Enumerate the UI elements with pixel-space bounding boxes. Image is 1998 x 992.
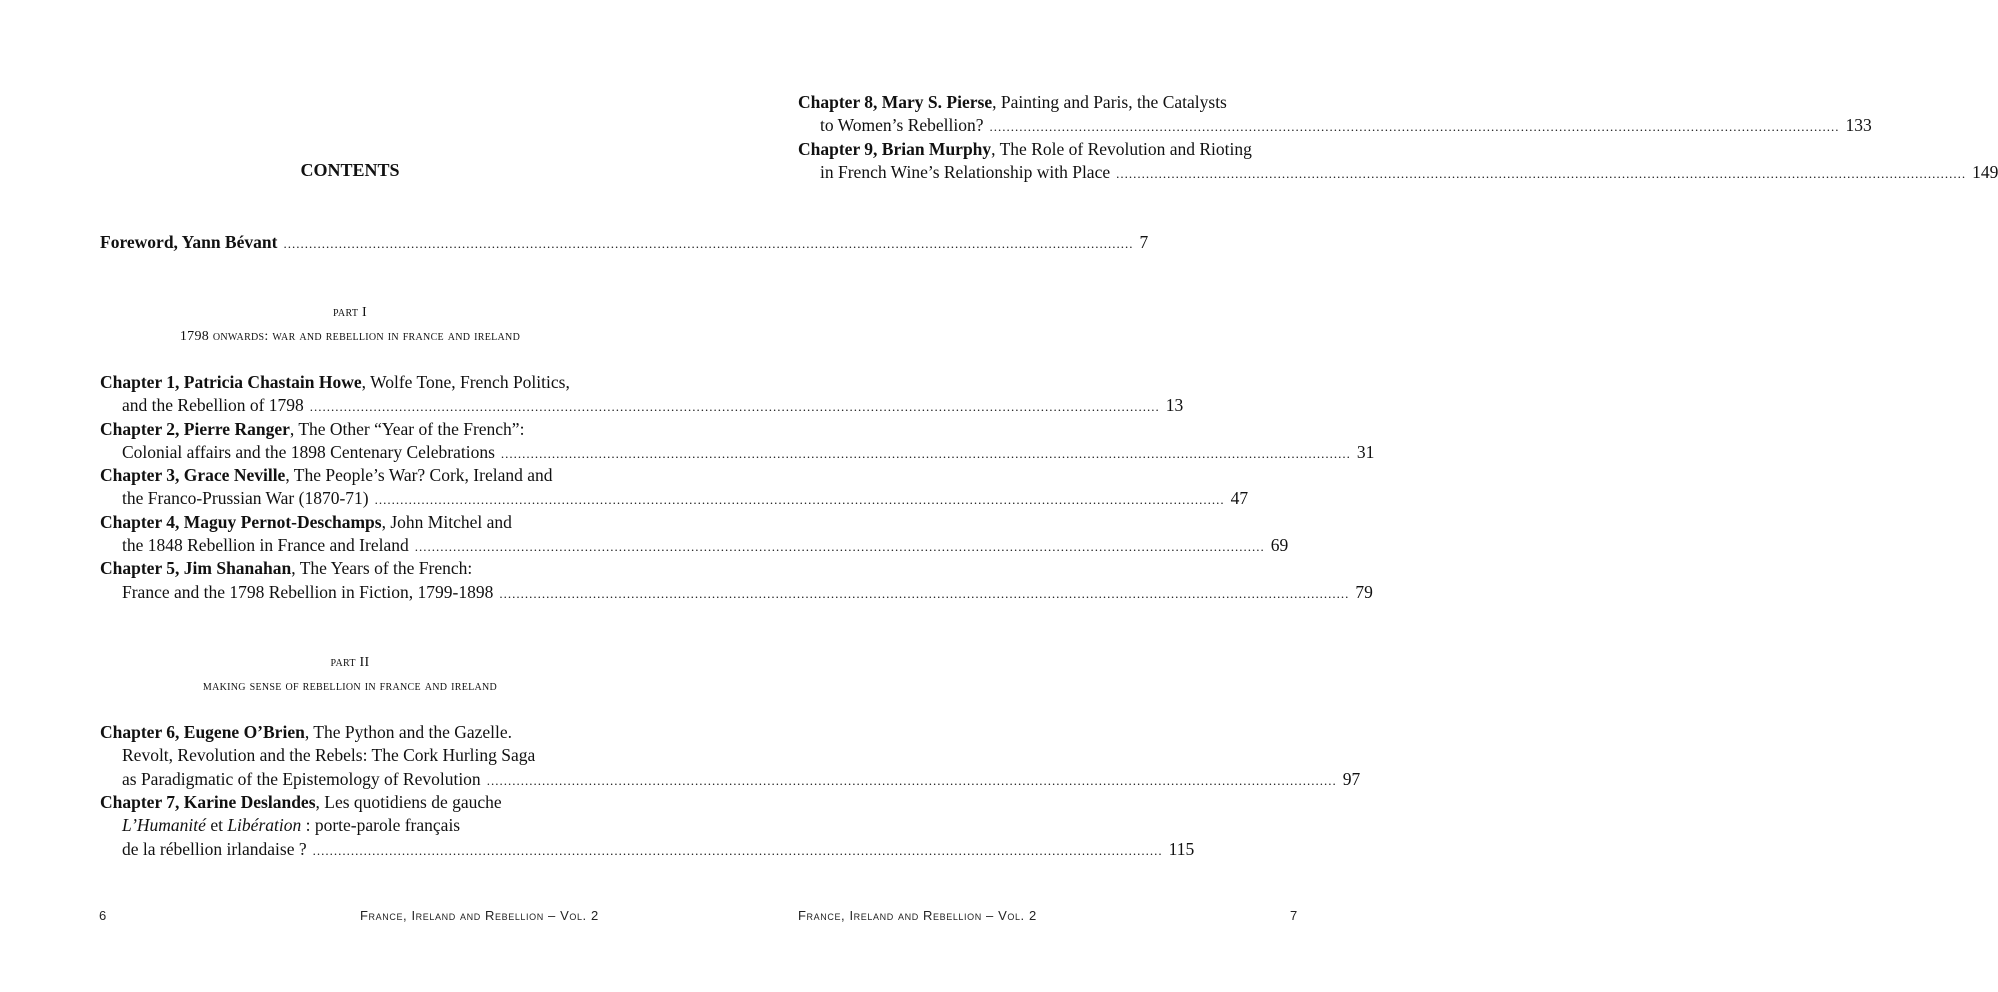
dot-leader: ........................................................................................................................................................................................................: [283, 236, 1134, 251]
chapter-title: Revolt, Revolution and the Rebels: The Cork Hurling Saga: [122, 745, 536, 766]
dot-leader: ........................................................................................................................................................................................................: [499, 585, 1350, 601]
page-ref: 31: [1356, 441, 1375, 462]
dot-leader: ........................................................................................................................................................................................................: [414, 539, 1265, 555]
chapter-head: Chapter 1, Patricia Chastain Howe: [100, 372, 362, 392]
page-ref: 7: [1139, 232, 1149, 252]
dot-leader: ........................................................................................................................................................................................................: [486, 772, 1337, 788]
toc-entry-chapter-4[interactable]: Chapter 4, Maguy Pernot-Deschamps, John Mitchel and the 1848 Rebellion in France and Ireland ........................................................................................................................................................................................................ 69: [100, 511, 597, 559]
chapter-title: the 1848 Rebellion in France and Ireland: [122, 535, 409, 556]
page-number: 7: [1290, 908, 1298, 923]
chapter-head: Chapter 4, Maguy Pernot-Deschamps: [100, 511, 382, 532]
page-ref: 133: [1845, 115, 1872, 136]
part-2-header: [100, 651, 600, 699]
toc-entry-chapter-6[interactable]: Chapter 6, Eugene O’Brien, The Python and the Gazelle. Revolt, Revolution and the Rebels: The Cork Hurling Saga as Paradigmatic of the Epistemology of Revolution ........................................................................................................................................................................................................ 97: [100, 721, 597, 792]
contents-heading: CONTENTS: [300, 160, 400, 180]
chapter-head: Chapter 8, Mary S. Pierse: [798, 92, 993, 112]
chapter-title: in French Wine’s Relationship with Place: [820, 161, 1111, 182]
chapter-title: : porte-parole français: [305, 815, 461, 836]
foreword-entry[interactable]: [100, 231, 1149, 255]
dot-leader: ........................................................................................................................................................................................................: [374, 492, 1225, 508]
page-ref: 47: [1230, 488, 1249, 509]
running-head: France, Ireland and Rebellion – Vol. 2: [360, 908, 599, 923]
page-ref: 79: [1355, 581, 1373, 602]
chapter-title: The Python and the Gazelle.: [313, 722, 513, 742]
page-ref: 13: [1165, 395, 1184, 416]
dot-leader: ........................................................................................................................................................................................................: [500, 445, 1351, 461]
running-head: France, Ireland and Rebellion – Vol. 2: [798, 908, 1037, 923]
toc-entry-chapter-7[interactable]: Chapter 7, Karine Deslandes, Les quotidiens de gauche L’Humanité et Libération : porte-parole français de la rébellion irlandaise ? ........................................................................................................................................................................................................ 115: [100, 791, 597, 862]
chapter-title: John Mitchel and: [390, 511, 512, 532]
dot-leader: ........................................................................................................................................................................................................: [309, 399, 1160, 415]
toc-entry-chapter-9[interactable]: Chapter 9, Brian Murphy, The Role of Revolution and Rioting in French Wine’s Relationship with Place ........................................................................................................................................................................................................ 149: [798, 138, 1296, 186]
toc-entry-chapter-8[interactable]: Chapter 8, Mary S. Pierse, Painting and Paris, the Catalysts to Women’s Rebellion? ........................................................................................................................................................................................................ 133: [798, 91, 1296, 139]
chapter-title: Les quotidiens de gauche: [324, 792, 502, 812]
chapter-title: The Role of Revolution and Rioting: [999, 138, 1252, 159]
page-ref: 149: [1972, 161, 1998, 182]
page-ref: 115: [1168, 838, 1195, 859]
foreword-title: Foreword, Yann Bévant: [100, 232, 278, 252]
part-subtitle: 1798 onwards: war and rebellion in france and ireland: [179, 329, 521, 344]
toc-entry-chapter-1[interactable]: Chapter 1, Patricia Chastain Howe, Wolfe Tone, French Politics, and the Rebellion of 1798 ........................................................................................................................................................................................................ 13: [100, 371, 597, 419]
chapter-title: Colonial affairs and the 1898 Centenary Celebrations: [122, 441, 495, 462]
part-label: part I: [332, 305, 367, 320]
page-ref: 69: [1270, 535, 1289, 556]
page-ref: 97: [1342, 768, 1361, 789]
part-1-header: [100, 301, 600, 349]
page-number: 6: [99, 908, 107, 923]
toc-entry-chapter-3[interactable]: Chapter 3, Grace Neville, The People’s War? Cork, Ireland and the Franco-Prussian War (1870-71) ........................................................................................................................................................................................................ 47: [100, 464, 597, 512]
chapter-title: The People’s War? Cork, Ireland and: [293, 465, 553, 486]
chapter-title: de la rébellion irlandaise ?: [122, 838, 307, 859]
chapter-title: the Franco-Prussian War (1870-71): [122, 488, 369, 509]
toc-entry-chapter-2[interactable]: Chapter 2, Pierre Ranger, The Other “Year of the French”: Colonial affairs and the 1898 Centenary Celebrations ........................................................................................................................................................................................................ 31: [100, 418, 597, 466]
chapter-head: Chapter 5, Jim Shanahan: [100, 558, 292, 579]
newspaper-title: L’Humanité: [122, 815, 206, 836]
chapter-title: Painting and Paris, the Catalysts: [1000, 92, 1227, 112]
conjunction: et: [210, 815, 223, 836]
chapter-head: Chapter 6, Eugene O’Brien: [100, 722, 305, 742]
chapter-head: Chapter 3, Grace Neville: [100, 465, 286, 486]
dot-leader: ........................................................................................................................................................................................................: [1116, 165, 1967, 181]
chapter-head: Chapter 2, Pierre Ranger: [100, 418, 290, 439]
chapter-title: to Women’s Rebellion?: [820, 115, 984, 136]
chapter-head: Chapter 9, Brian Murphy: [798, 138, 992, 159]
chapter-title: Wolfe Tone, French Politics,: [370, 372, 570, 392]
chapter-head: Chapter 7, Karine Deslandes: [100, 792, 316, 812]
part-label: part II: [330, 655, 370, 670]
newspaper-title: Libération: [227, 815, 302, 836]
dot-leader: ........................................................................................................................................................................................................: [312, 842, 1163, 858]
chapter-title: and the Rebellion of 1798: [122, 395, 304, 416]
toc-entry-chapter-5[interactable]: Chapter 5, Jim Shanahan, The Years of the French: France and the 1798 Rebellion in Fiction, 1799-1898 ........................................................................................................................................................................................................ 79: [100, 557, 597, 605]
dot-leader: ........................................................................................................................................................................................................: [989, 119, 1840, 135]
chapter-title: as Paradigmatic of the Epistemology of Revolution: [122, 768, 481, 789]
chapter-title: The Other “Year of the French”:: [298, 418, 525, 439]
right-page: [699, 0, 1998, 992]
part-subtitle: making sense of rebellion in france and ireland: [202, 679, 498, 694]
chapter-title: France and the 1798 Rebellion in Fiction, 1799-1898: [122, 581, 494, 602]
chapter-title: The Years of the French:: [299, 558, 473, 579]
